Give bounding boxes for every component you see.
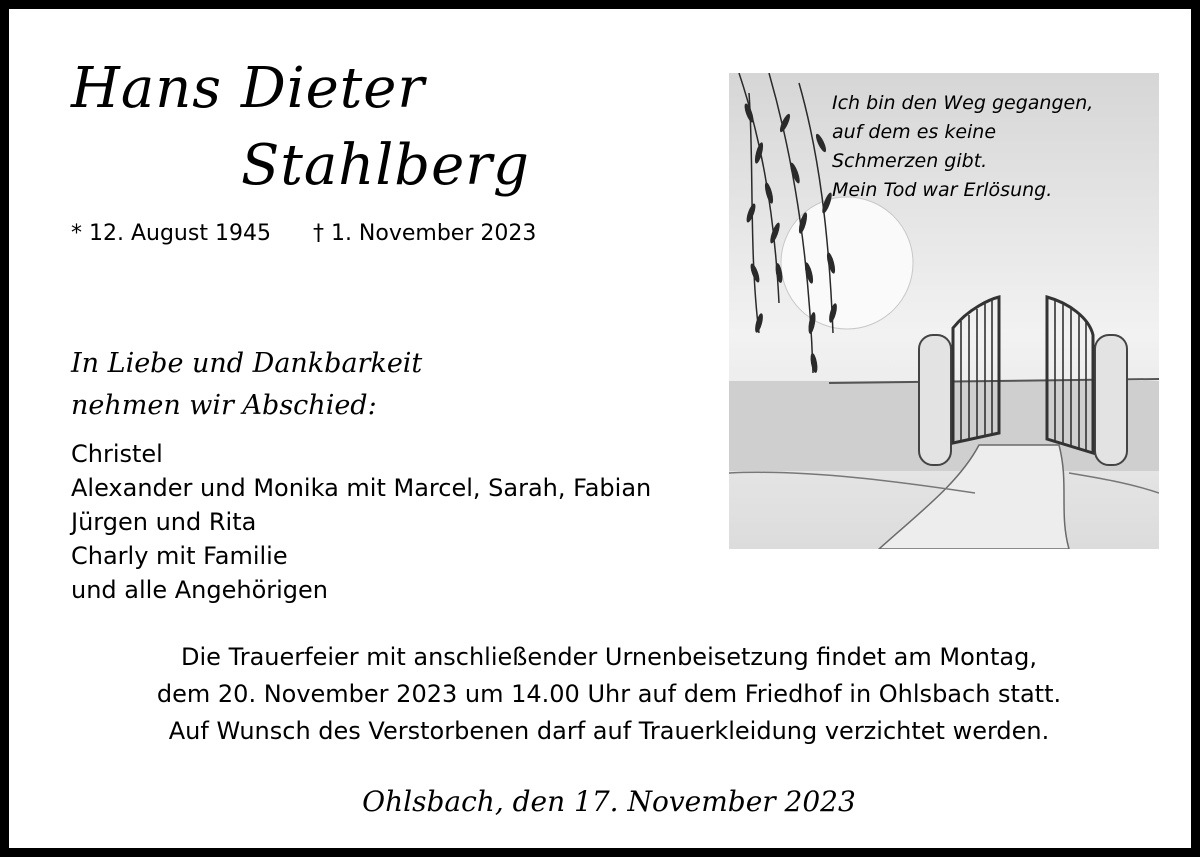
- mourner-line: Alexander und Monika mit Marcel, Sarah, Fabian: [71, 474, 652, 502]
- notice-line: Auf Wunsch des Verstorbenen darf auf Trauerkleidung verzichtet werden.: [168, 717, 1050, 745]
- deceased-surname: Stahlberg: [241, 133, 530, 198]
- notice-line: Die Trauerfeier mit anschließender Urnenbeisetzung findet am Montag,: [181, 643, 1037, 671]
- poem-line: Schmerzen gibt.: [832, 150, 988, 172]
- life-dates: [71, 219, 536, 249]
- mourner-line: Christel: [71, 440, 163, 468]
- mourner-line: und alle Angehörigen: [71, 576, 328, 604]
- mourner-line: Jürgen und Rita: [71, 508, 257, 536]
- memorial-poem: [832, 89, 1093, 205]
- poem-line: Mein Tod war Erlösung.: [832, 179, 1053, 201]
- death-date: † 1. November 2023: [312, 221, 537, 246]
- mourner-line: Charly mit Familie: [71, 542, 288, 570]
- farewell-intro-line-2: nehmen wir Abschied:: [71, 390, 377, 421]
- deceased-first-names: Hans Dieter: [71, 56, 426, 121]
- place-and-date: Ohlsbach, den 17. November 2023: [362, 785, 856, 818]
- funeral-notice: [9, 639, 1200, 750]
- notice-line: dem 20. November 2023 um 14.00 Uhr auf dem Friedhof in Ohlsbach statt.: [156, 680, 1062, 708]
- farewell-intro-line-1: In Liebe und Dankbarkeit: [71, 348, 423, 379]
- poem-line: auf dem es keine: [832, 121, 997, 143]
- poem-line: Ich bin den Weg gegangen,: [832, 92, 1094, 114]
- birth-date: * 12. August 1945: [71, 221, 271, 246]
- mourners-list: [71, 437, 651, 607]
